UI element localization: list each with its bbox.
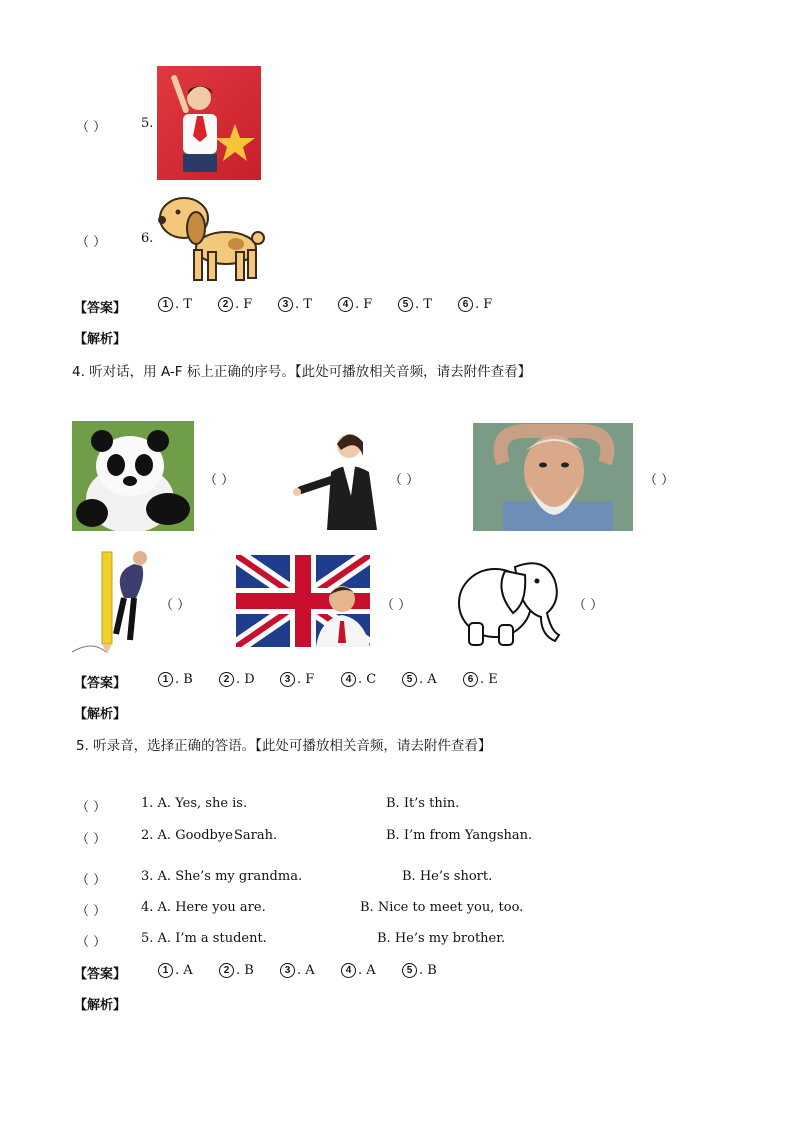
answer-label-part5: 【答案】 bbox=[74, 967, 127, 982]
q1-option-a: 1. A. Yes, she is. bbox=[141, 796, 248, 811]
answer-3-1: 1 . T bbox=[158, 297, 192, 312]
part4-instruction: 4. 听对话，用 A-F 标上正确的序号。【此处可播放相关音频，请去附件查看】 bbox=[72, 364, 532, 380]
panda-image bbox=[72, 421, 194, 531]
answer-4-3: 3 . F bbox=[280, 672, 314, 687]
answer-5-4: 4 . A bbox=[341, 963, 376, 978]
answer-4-5: 5 . A bbox=[402, 672, 437, 687]
answer-label-part4: 【答案】 bbox=[74, 676, 127, 691]
blank-c: （ ） bbox=[644, 473, 675, 488]
item-number-5: 5. bbox=[141, 116, 154, 131]
blank-e: （ ） bbox=[381, 598, 412, 613]
q5-paren: （ ） bbox=[76, 935, 107, 950]
answer-3-2: 2 . F bbox=[218, 297, 252, 312]
q2-option-b: B. I’m from Yangshan. bbox=[386, 828, 533, 843]
answer-5-1: 1 . A bbox=[158, 963, 193, 978]
blank-d: （ ） bbox=[160, 598, 191, 613]
answer-4-6: 6 . E bbox=[463, 672, 498, 687]
tall-man-image bbox=[72, 548, 156, 656]
part5-instruction: 5. 听录音，选择正确的答语。【此处可播放相关音频，请去附件查看】 bbox=[76, 738, 492, 754]
q4-option-b: B. Nice to meet you, too. bbox=[360, 900, 524, 915]
elephant-image bbox=[455, 551, 565, 651]
answer-5-5: 5 . B bbox=[402, 963, 437, 978]
q3-paren: （ ） bbox=[76, 873, 107, 888]
q2-option-a: 2. A. Goodbye bbox=[141, 828, 233, 843]
q1-option-b: B. It’s thin. bbox=[386, 796, 460, 811]
q5-option-b: B. He’s my brother. bbox=[377, 931, 506, 946]
paren-5: （ ） bbox=[76, 120, 107, 135]
uk-flag-image bbox=[236, 555, 370, 647]
pioneer-image bbox=[157, 66, 261, 180]
answer-4-4: 4 . C bbox=[341, 672, 376, 687]
blank-b: （ ） bbox=[389, 473, 420, 488]
q2-option-a-cont: Sarah. bbox=[234, 828, 278, 843]
analysis-label-part5: 【解析】 bbox=[74, 998, 127, 1013]
blank-a: （ ） bbox=[204, 473, 235, 488]
q5-option-a: 5. A. I’m a student. bbox=[141, 931, 267, 946]
answer-4-1: 1 . B bbox=[158, 672, 193, 687]
teacher-image bbox=[287, 426, 379, 530]
answer-5-3: 3 . A bbox=[280, 963, 315, 978]
q4-paren: （ ） bbox=[76, 904, 107, 919]
answer-label-part3: 【答案】 bbox=[74, 301, 127, 316]
analysis-label-part4: 【解析】 bbox=[74, 707, 127, 722]
answer-5-2: 2 . B bbox=[219, 963, 254, 978]
item-number-6: 6. bbox=[141, 231, 154, 246]
answer-4-2: 2 . D bbox=[219, 672, 255, 687]
q3-option-b: B. He’s short. bbox=[402, 869, 493, 884]
blank-f: （ ） bbox=[573, 598, 604, 613]
dog-image bbox=[156, 190, 266, 288]
answer-3-5: 5 . T bbox=[398, 297, 432, 312]
q4-option-a: 4. A. Here you are. bbox=[141, 900, 266, 915]
answer-3-6: 6 . F bbox=[458, 297, 492, 312]
analysis-label-part3: 【解析】 bbox=[74, 332, 127, 347]
q2-paren: （ ） bbox=[76, 832, 107, 847]
answer-3-4: 4 . F bbox=[338, 297, 372, 312]
answer-3-3: 3 . T bbox=[278, 297, 312, 312]
old-man-image bbox=[473, 423, 633, 531]
q3-option-a: 3. A. She’s my grandma. bbox=[141, 869, 303, 884]
q1-paren: （ ） bbox=[76, 800, 107, 815]
paren-6: （ ） bbox=[76, 235, 107, 250]
